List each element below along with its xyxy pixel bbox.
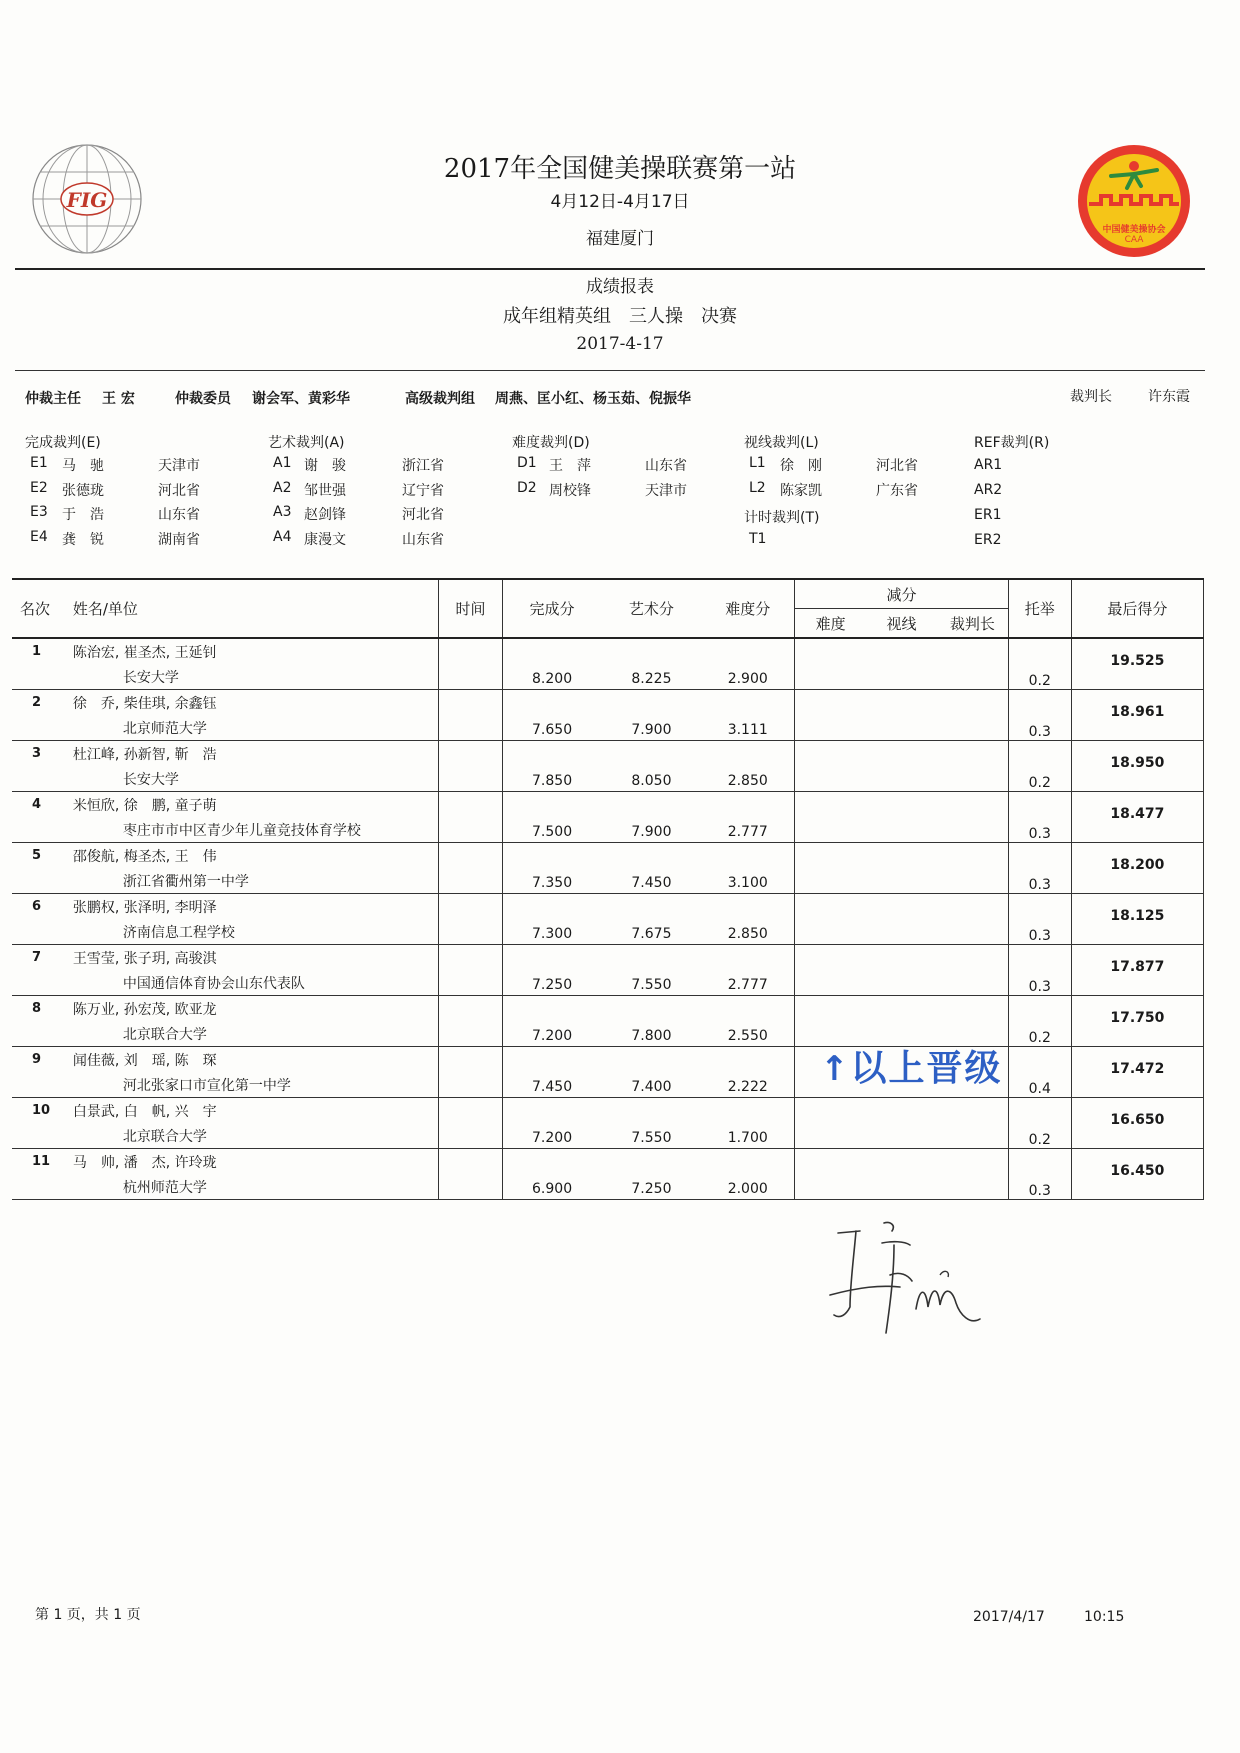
execution-score: 7.850: [532, 773, 573, 789]
athlete-names: 张鹏权, 张泽明, 李明泽: [63, 894, 439, 920]
judge-region: 浙江省: [402, 458, 444, 474]
lift-deduction: 0.3: [1008, 868, 1071, 894]
judge-code: E3: [30, 504, 48, 520]
difficulty-score: 1.700: [701, 1123, 795, 1149]
table-row-detail: [12, 766, 1204, 792]
table-row-detail: [12, 1072, 1204, 1098]
judge-code: T1: [749, 531, 767, 547]
rank-cell: 3: [32, 746, 42, 761]
head-judge-name: 许东霞: [1148, 389, 1190, 405]
rank-cell: 2: [32, 695, 42, 710]
difficulty-score: 3.111: [701, 715, 795, 741]
rank-cell: 8: [32, 1001, 42, 1016]
up-arrow-icon: ↑: [820, 1049, 851, 1089]
artistic-score: 7.550: [631, 1130, 672, 1146]
execution-score: 7.450: [532, 1079, 573, 1095]
judge-region: 辽宁省: [402, 483, 444, 499]
judge-code: AR2: [974, 482, 1003, 498]
artistic-score: 7.400: [631, 1079, 672, 1095]
athlete-names: 杜江峰, 孙新智, 靳 浩: [63, 741, 439, 767]
judge-region: 湖南省: [158, 532, 200, 548]
rank-cell: 6: [32, 899, 42, 914]
senior-judges-names: 周燕、匡小红、杨玉茹、倪振华: [495, 391, 691, 407]
table-row: [12, 638, 1204, 664]
judge-code: E4: [30, 529, 48, 545]
judge-name: 邹世强: [304, 483, 346, 499]
table-row: [12, 894, 1204, 920]
final-score: 18.125: [1071, 894, 1203, 945]
judge-name: 王 萍: [549, 458, 591, 474]
table-row-detail: [12, 817, 1204, 843]
judge-region: 天津市: [645, 483, 687, 499]
print-time: 10:15: [1084, 1609, 1125, 1625]
artistic-score: 7.800: [631, 1028, 672, 1044]
athlete-names: 徐 乔, 柴佳琪, 余鑫钰: [63, 690, 439, 716]
difficulty-panel-label: 难度裁判(D): [512, 435, 590, 451]
table-row: [12, 1149, 1204, 1175]
judge-code: AR1: [974, 457, 1003, 473]
difficulty-score: 2.550: [701, 1021, 795, 1047]
time-panel-label: 计时裁判(T): [744, 510, 820, 526]
difficulty-score: 2.222: [701, 1072, 795, 1098]
athlete-names: 闻佳薇, 刘 瑶, 陈 琛: [63, 1047, 439, 1073]
execution-score: 8.200: [532, 671, 573, 687]
header-deduct-head: 裁判长: [937, 609, 1008, 639]
page-indicator: 第 1 页，共 1 页: [35, 1607, 141, 1623]
table-row-detail: [12, 1021, 1204, 1047]
final-score: 16.450: [1071, 1149, 1203, 1200]
rank-cell: 9: [32, 1052, 42, 1067]
header-lift: 托举: [1008, 579, 1071, 638]
team-unit: 北京联合大学: [63, 1021, 439, 1047]
judge-region: 山东省: [645, 458, 687, 474]
execution-score: 6.900: [532, 1181, 573, 1197]
lift-deduction: 0.3: [1008, 919, 1071, 945]
competition-title: 2017年全国健美操联赛第一站: [443, 154, 797, 184]
event-date: 2017-4-17: [576, 334, 664, 354]
judge-code: ER2: [974, 532, 1002, 548]
signature: [820, 1215, 1020, 1355]
table-row-detail: [12, 1123, 1204, 1149]
execution-score: 7.300: [532, 926, 573, 942]
execution-score: 7.350: [532, 875, 573, 891]
rank-cell: 7: [32, 950, 42, 965]
artistic-score: 7.900: [631, 722, 672, 738]
judge-name: 龚 锐: [62, 532, 104, 548]
caa-logo-text: 中国健美操协会: [1102, 225, 1166, 235]
judge-region: 河北省: [158, 483, 200, 499]
final-score: 18.961: [1071, 690, 1203, 741]
lift-deduction: 0.3: [1008, 817, 1071, 843]
arbitration-committee-names: 谢会军、黄彩华: [252, 391, 350, 407]
artistic-score: 7.250: [631, 1181, 672, 1197]
team-unit: 长安大学: [63, 766, 439, 792]
artistic-score: 7.900: [631, 824, 672, 840]
judge-code: A4: [273, 529, 292, 545]
artistic-panel-label: 艺术裁判(A): [268, 435, 345, 451]
ref-panel-label: REF裁判(R): [974, 435, 1050, 451]
table-row: [12, 1047, 1204, 1073]
judge-code: A1: [273, 455, 292, 471]
difficulty-score: 2.850: [701, 919, 795, 945]
table-row: [12, 996, 1204, 1022]
final-score: 18.950: [1071, 741, 1203, 792]
judge-code: E2: [30, 480, 48, 496]
judge-region: 河北省: [876, 458, 918, 474]
header-deduct-line: 视线: [886, 614, 917, 633]
judge-name: 徐 刚: [780, 458, 822, 474]
header-difficulty: 难度分: [701, 579, 795, 638]
judge-code: A3: [273, 504, 292, 520]
lift-deduction: 0.2: [1008, 664, 1071, 690]
qualified-stamp: [820, 1040, 1003, 1091]
judge-code: D1: [517, 455, 537, 471]
judge-region: 河北省: [402, 507, 444, 523]
athlete-names: 陈万业, 孙宏茂, 欧亚龙: [63, 996, 439, 1022]
team-unit: 杭州师范大学: [63, 1174, 439, 1200]
athlete-names: 马 帅, 潘 杰, 许玲珑: [63, 1149, 439, 1175]
rank-cell: 10: [32, 1103, 51, 1118]
table-row: [12, 792, 1204, 818]
table-row-detail: [12, 868, 1204, 894]
competition-location: 福建厦门: [586, 229, 654, 249]
team-unit: 河北张家口市宣化第一中学: [63, 1072, 439, 1098]
team-unit: 长安大学: [63, 664, 439, 690]
table-row: [12, 945, 1204, 971]
athlete-names: 陈治宏, 崔圣杰, 王延钊: [63, 638, 439, 664]
judge-region: 山东省: [402, 532, 444, 548]
competition-dates: 4月12日-4月17日: [550, 192, 690, 212]
athlete-names: 米恒欣, 徐 鹏, 童子萌: [63, 792, 439, 818]
judge-name: 陈家凯: [780, 483, 822, 499]
difficulty-score: 2.850: [701, 766, 795, 792]
judge-code: D2: [517, 480, 537, 496]
report-title: 成绩报表: [586, 277, 654, 297]
rank-cell: 1: [32, 644, 42, 659]
line-panel-label: 视线裁判(L): [744, 435, 819, 451]
artistic-score: 7.675: [631, 926, 672, 942]
table-row-detail: [12, 664, 1204, 690]
judge-name: 周校锋: [549, 483, 591, 499]
difficulty-score: 2.900: [701, 664, 795, 690]
header-execution: 完成分: [529, 600, 575, 618]
header-rank: 名次: [20, 600, 51, 618]
header-final: 最后得分: [1071, 579, 1203, 638]
table-row-detail: [12, 970, 1204, 996]
team-unit: 浙江省衢州第一中学: [63, 868, 439, 894]
final-score: 19.525: [1071, 638, 1203, 690]
table-row: [12, 741, 1204, 767]
artistic-score: 7.450: [631, 875, 672, 891]
table-row-detail: [12, 715, 1204, 741]
lift-deduction: 0.3: [1008, 1174, 1071, 1200]
difficulty-score: 2.000: [701, 1174, 795, 1200]
execution-score: 7.650: [532, 722, 573, 738]
judge-region: 山东省: [158, 507, 200, 523]
chief-arbiter-name: 王 宏: [102, 391, 135, 407]
difficulty-score: 2.777: [701, 970, 795, 996]
print-date: 2017/4/17: [973, 1609, 1045, 1625]
execution-score: 7.200: [532, 1130, 573, 1146]
header-artistic: 艺术分: [628, 600, 674, 618]
artistic-score: 8.050: [631, 773, 672, 789]
execution-score: 7.500: [532, 824, 573, 840]
header-name-unit: 姓名/单位: [63, 579, 439, 638]
team-unit: 济南信息工程学校: [63, 919, 439, 945]
judge-name: 康漫文: [304, 532, 346, 548]
artistic-score: 7.550: [631, 977, 672, 993]
rank-cell: 11: [32, 1154, 51, 1169]
chief-arbiter-label: 仲裁主任: [25, 391, 81, 407]
execution-panel-label: 完成裁判(E): [25, 435, 101, 451]
final-score: 18.200: [1071, 843, 1203, 894]
athlete-names: 邵俊航, 梅圣杰, 王 伟: [63, 843, 439, 869]
senior-judges-label: 高级裁判组: [405, 391, 475, 407]
caa-logo-sub: CAA: [1124, 235, 1144, 245]
difficulty-score: 2.777: [701, 817, 795, 843]
qualified-stamp-text: 以上晋级: [850, 1048, 1003, 1089]
header-time: 时间: [439, 579, 502, 638]
lift-deduction: 0.2: [1008, 1123, 1071, 1149]
lift-deduction: 0.3: [1008, 970, 1071, 996]
athlete-names: 白景武, 白 帆, 兴 宇: [63, 1098, 439, 1124]
judge-code: ER1: [974, 507, 1002, 523]
execution-score: 7.250: [532, 977, 573, 993]
header-deduct-difficulty: 难度: [815, 614, 846, 633]
judge-name: 赵剑锋: [304, 507, 346, 523]
team-unit: 北京联合大学: [63, 1123, 439, 1149]
judge-code: L1: [749, 455, 766, 471]
results-table: [12, 578, 1204, 1200]
results-table-header: [12, 579, 1204, 638]
judge-name: 谢 骏: [304, 458, 346, 474]
header-deductions: 减分: [795, 579, 1008, 609]
judge-code: E1: [30, 455, 48, 471]
final-score: 17.750: [1071, 996, 1203, 1047]
lift-deduction: 0.3: [1008, 715, 1071, 741]
team-unit: 中国通信体育协会山东代表队: [63, 970, 439, 996]
table-row: [12, 690, 1204, 716]
lift-deduction: 0.4: [1008, 1072, 1071, 1098]
judge-code: L2: [749, 480, 766, 496]
final-score: 17.877: [1071, 945, 1203, 996]
judge-name: 张德珑: [62, 483, 104, 499]
rank-cell: 5: [32, 848, 42, 863]
table-row: [12, 1098, 1204, 1124]
judge-name: 马 驰: [62, 458, 104, 474]
event-name: 成年组精英组 三人操 决赛: [503, 306, 737, 327]
head-judge-label: 裁判长: [1070, 389, 1112, 405]
team-unit: 枣庄市市中区青少年儿童竞技体育学校: [63, 817, 439, 843]
lift-deduction: 0.2: [1008, 766, 1071, 792]
judge-name: 于 浩: [62, 507, 104, 523]
execution-score: 7.200: [532, 1028, 573, 1044]
judge-region: 天津市: [158, 458, 200, 474]
header-rule: [15, 268, 1205, 270]
rank-cell: 4: [32, 797, 42, 812]
results-table-body: [12, 638, 1204, 1200]
judge-region: 广东省: [876, 483, 918, 499]
arbitration-committee-label: 仲裁委员: [175, 391, 231, 407]
team-unit: 北京师范大学: [63, 715, 439, 741]
lift-deduction: 0.2: [1008, 1021, 1071, 1047]
artistic-score: 8.225: [631, 671, 672, 687]
athlete-names: 王雪莹, 张子玥, 高骏淇: [63, 945, 439, 971]
table-row: [12, 843, 1204, 869]
table-row-detail: [12, 919, 1204, 945]
officials-rule: [15, 370, 1205, 371]
judge-code: A2: [273, 480, 292, 496]
table-row-detail: [12, 1174, 1204, 1200]
final-score: 16.650: [1071, 1098, 1203, 1149]
final-score: 17.472: [1071, 1047, 1203, 1098]
fig-logo-text: FIG: [66, 188, 108, 212]
final-score: 18.477: [1071, 792, 1203, 843]
difficulty-score: 3.100: [701, 868, 795, 894]
